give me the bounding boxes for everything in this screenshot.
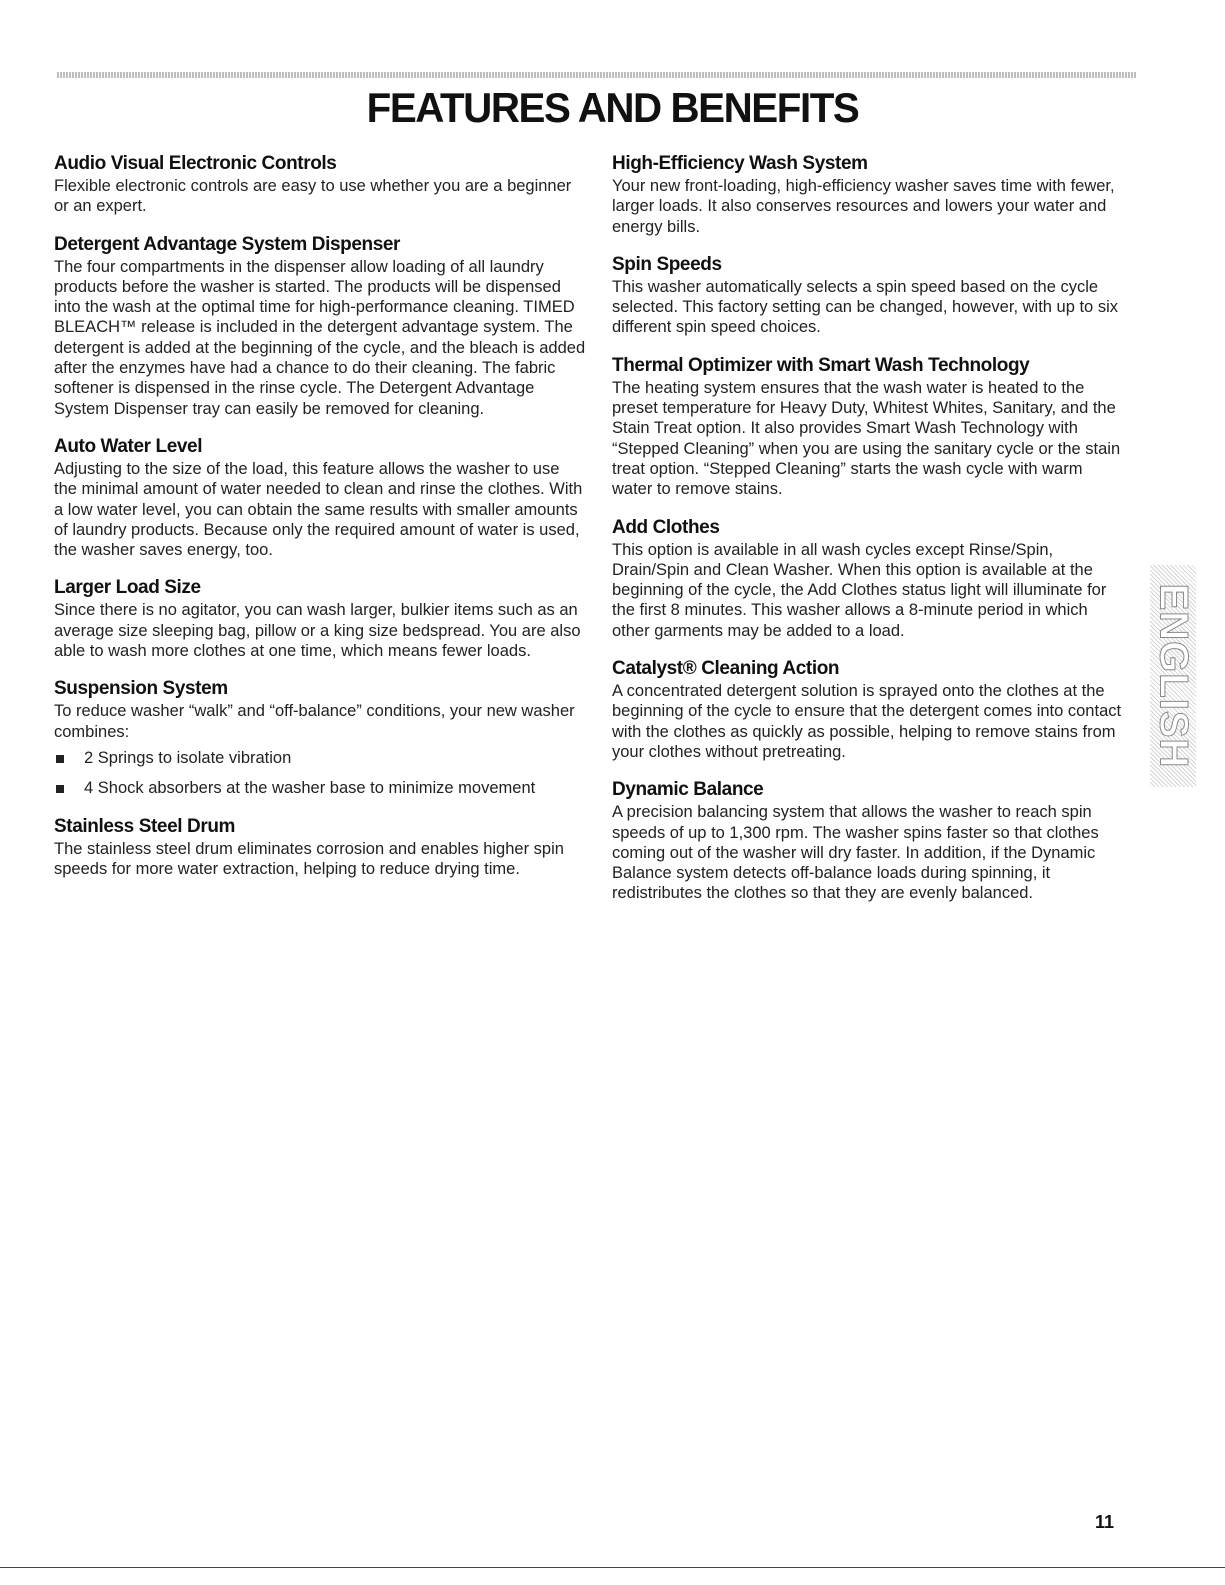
bullet-square-icon: [56, 755, 64, 763]
list-item-text: 4 Shock absorbers at the washer base to minimize movement: [84, 779, 536, 798]
section-title: Detergent Advantage System Dispenser: [54, 233, 401, 255]
section-body: Flexible electronic controls are easy to use whether you are a beginner or an expert.: [54, 177, 572, 216]
section-body: Your new front-loading, high-efficiency washer saves time with fewer, larger loads. It also conserves resources and lowers your water and energy bills.: [612, 177, 1115, 236]
section-title: Catalyst® Cleaning Action: [612, 658, 840, 680]
section-catalyst-cleaning: [612, 657, 1127, 762]
section-body: To reduce washer “walk” and “off-balance” conditions, your new washer combines:: [54, 702, 575, 741]
section-title: Suspension System: [54, 678, 228, 700]
section-body: Since there is no agitator, you can wash larger, bulkier items such as an average size sleeping bag, pillow or a king size bedspread. You are also able to wash more clothes at one time, which means fewer loads.: [54, 601, 581, 661]
list-item: [54, 778, 586, 798]
right-column: [612, 152, 1127, 920]
section-auto-water-level: [54, 435, 586, 560]
section-body: This washer automatically selects a spin speed based on the cycle selected. This factory setting can be changed, however, with up to six different spin speed choices.: [612, 277, 1118, 337]
section-audio-visual-controls: [54, 152, 586, 217]
section-larger-load-size: [54, 576, 586, 661]
section-dynamic-balance: [612, 778, 1127, 903]
section-title: Stainless Steel Drum: [54, 815, 236, 837]
section-title: High-Efficiency Wash System: [612, 153, 868, 174]
section-high-efficiency-wash: [612, 152, 1127, 237]
bullet-square-icon: [56, 785, 64, 793]
section-body: A concentrated detergent solution is sprayed onto the clothes at the beginning of the cycle to ensure that the detergent comes into contact with the clothes as quickly as possible, helping to remove stains from your clothes without pretreating.: [612, 682, 1122, 761]
section-title: Audio Visual Electronic Controls: [54, 153, 337, 174]
section-body: The heating system ensures that the wash water is heated to the preset temperature for Heavy Duty, Whitest Whites, Sanitary, and the Stain Treat option. It also provides Smart Wash Technology with “Stepped Cleaning” when you are using the sanitary cycle or the stain treat option. “Stepped Cleaning” starts the wash cycle with warm water to remove stains.: [612, 378, 1121, 499]
section-body: The stainless steel drum eliminates corrosion and enables higher spin speeds for more water extraction, helping to reduce drying time.: [54, 839, 564, 878]
left-column: [54, 152, 586, 895]
list-item-text: 2 Springs to isolate vibration: [84, 748, 292, 767]
section-title: Spin Speeds: [612, 253, 722, 275]
section-title: Auto Water Level: [54, 435, 203, 457]
top-rule: [57, 72, 1137, 78]
section-title: Dynamic Balance: [612, 779, 764, 801]
section-body: The four compartments in the dispenser allow loading of all laundry products before the washer is started. The products will be dispensed into the wash at the optimal time for high-performance cleaning. TIMED BLEACH™ release is included in the detergent advantage system. The detergent is added at the beginning of the cycle, and the bleach is added after the enzymes have had a chance to do their cleaning. The fabric softener is dispensed in the rinse cycle. The Detergent Advantage System Dispenser tray can easily be removed for cleaning.: [54, 257, 586, 418]
section-add-clothes: [612, 516, 1127, 641]
list-item: [54, 748, 586, 768]
section-title: Thermal Optimizer with Smart Wash Technology: [612, 354, 1030, 376]
section-body: A precision balancing system that allows the washer to reach spin speeds of up to 1,300 rpm. The washer spins faster so that clothes coming out of the washer will dry faster. In addition, if the Dynamic Balance system detects off-balance loads during spinning, it redistributes the clothes so that they are evenly balanced.: [612, 803, 1099, 903]
section-stainless-steel-drum: [54, 815, 586, 880]
page-number: 11: [1095, 1512, 1115, 1532]
side-tab-label: ENGLISH: [1151, 583, 1196, 769]
bottom-rule: [0, 1567, 1225, 1568]
section-spin-speeds: [612, 253, 1127, 338]
bullet-list: [54, 748, 586, 799]
section-body: This option is available in all wash cycles except Rinse/Spin, Drain/Spin and Clean Washer. When this option is available at the beginning of the cycle, the Add Clothes status light will illuminate for the first 8 minutes. This washer allows a 8-minute period in which other garments may be added to a load.: [612, 540, 1107, 640]
section-body: Adjusting to the size of the load, this feature allows the washer to use the minimal amount of water needed to clean and rinse the clothes. With a low water level, you can obtain the same results with smaller amounts of laundry products. Because only the required amount of water is used, the washer saves energy, too.: [54, 459, 583, 560]
section-thermal-optimizer: [612, 354, 1127, 500]
section-detergent-dispenser: [54, 233, 586, 419]
section-title: Larger Load Size: [54, 577, 201, 599]
language-side-tab: [1150, 565, 1196, 787]
section-suspension-system: [54, 677, 586, 798]
page-title: FEATURES AND BENEFITS: [366, 84, 859, 131]
section-title: Add Clothes: [612, 516, 720, 538]
